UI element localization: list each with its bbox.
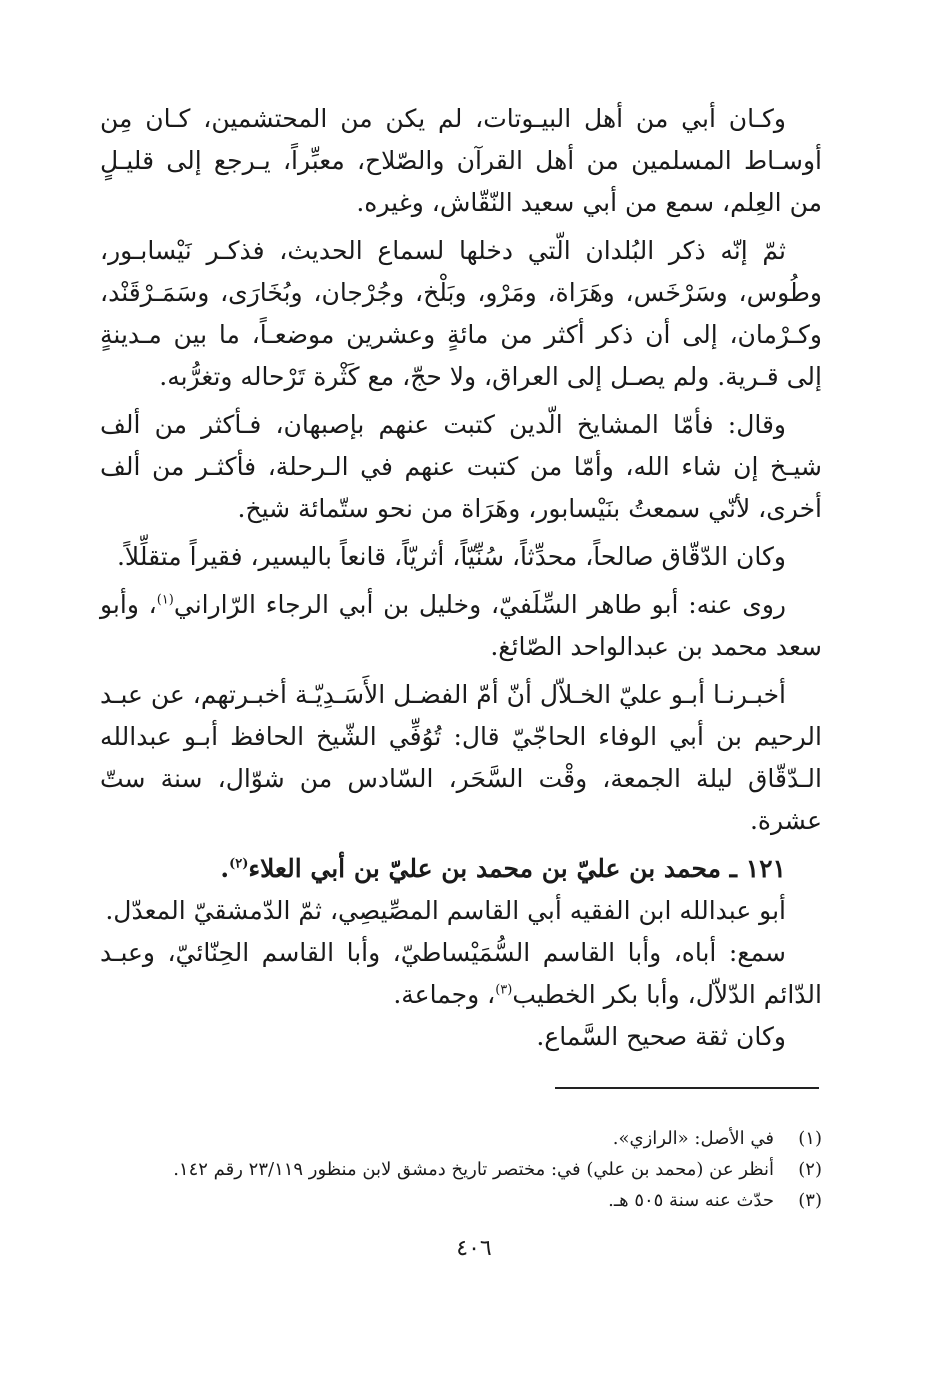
paragraph-3: وقال: فأمّا المشايخ الّدين كتبت عنهم بإصبهان، فـأكثر من ألف شيـخ إن شاء الله، وأمّا من كتبت عنهم في الـرحلة، فأكثـر من ألف أخرى، لأنّي سمعتُ بنَيْسابور، وهَرَاة من نحو ستّمائة شيخ. xyxy=(100,410,822,523)
footnote-3 xyxy=(100,1185,822,1216)
entry-line-1: أبو عبدالله ابن الفقيه أبي القاسم المصِّيصِي، ثمّ الدّمشقيّ المعدّل. xyxy=(105,896,786,925)
sama-text-b: ، وجماعة. xyxy=(393,980,496,1009)
paragraph-akhbarana: أخبـرنـا أبـو عليّ الخـلاّل أنّ أمّ الفضـل الأَسَـدِيّـة أخبـرتهم، عن عبـد الرحيم بن أبي الوفاء الحاجّيّ قال: تُوُفِّي الشّيخ الحافظ أبـو عبدالله الـدّقّاق ليلة الجمعة، وقْت السَّحَر، السّادس من شوّال، سنة ستّ عشرة. xyxy=(100,680,822,835)
sama-text-a: سمع: أباه، وأبا القاسم السُّمَيْساطيّ، وأبا القاسم الحِنّائيّ، وعبـد الدّائم الدّلاّل، وأبا بكر الخطيب xyxy=(100,938,822,1009)
entry-sama xyxy=(100,932,822,1016)
footnotes xyxy=(100,1123,822,1216)
entry-title xyxy=(100,848,822,890)
footnote-ref-3: (٣) xyxy=(495,982,513,998)
paragraph-1: وكـان أبي من أهل البيـوتات، لم يكن من المحتشمين، كـان مِن أوسـاط المسلمين من أهل القرآن والصّلاح، معبِّراً، يـرجع إلى قليـلٍ من العِلم، سمع من أبي سعيد النّقّاش، وغيره. xyxy=(100,104,822,217)
entry-line-3: وكان ثقة صحيح السَّماع. xyxy=(536,1022,786,1051)
footnote-ref-2: (٢) xyxy=(229,856,249,872)
page-number: ٤٠٦ xyxy=(456,1236,492,1261)
footnote-number: (١) xyxy=(798,1128,822,1149)
footnote-text: حدّث عنه سنة ٥٠٥ هـ. xyxy=(608,1190,774,1211)
footnote-2 xyxy=(100,1154,822,1185)
paragraph-4: وكان الدّقّاق صالحاً، محدِّثاً، سُنِّيّاً، أثريّاً، قانعاً باليسير، فقيراً متقلِّلاً. xyxy=(116,542,786,571)
footnote-number: (٣) xyxy=(798,1190,822,1211)
footnote-text: أنظر عن (محمد بن علي) في: مختصر تاريخ دمشق لابن منظور ٢٣/١١٩ رقم ١٤٢. xyxy=(173,1159,774,1180)
footnote-ref-1: (١) xyxy=(156,592,174,608)
paragraph-rawi xyxy=(100,584,822,668)
footnote-1 xyxy=(100,1123,822,1154)
footnote-text: في الأصل: «الرازي». xyxy=(612,1128,774,1149)
rawi-text-b: ، وأبو سعد محمد بن عبدالواحد الصّائغ. xyxy=(100,590,822,661)
footnote-divider xyxy=(555,1087,819,1089)
main-text xyxy=(100,98,822,1058)
entry-title-text: ١٢١ ـ محمد بن عليّ بن محمد بن عليّ بن أبي العلاء xyxy=(248,854,786,883)
paragraph-2: ثمّ إنّه ذكر البُلدان الّتي دخلها لسماع الحديث، فذكـر نَيْسابـور، وطُوس، وسَرْخَس، وهَرَاة، ومَرْو، وبَلْخ، وجُرْجان، وبُخَارَى، وسَمَـرْقَنْد، وكـرْمان، إلى أن ذكر أكثر من مائةٍ وعشرين موضعـاً، ما بين مـدينةٍ إلى قـرية. ولم يصـل إلى العراق، ولا حجّ، مع كَثْرة تَرْحاله وتغرُّبه. xyxy=(100,236,822,391)
entry-title-end: . xyxy=(220,854,230,883)
rawi-text-a: روى عنه: أبو طاهر السِّلَفيّ، وخليل بن أبي الرجاء الرّاراني xyxy=(173,590,786,619)
footnote-number: (٢) xyxy=(798,1159,822,1180)
